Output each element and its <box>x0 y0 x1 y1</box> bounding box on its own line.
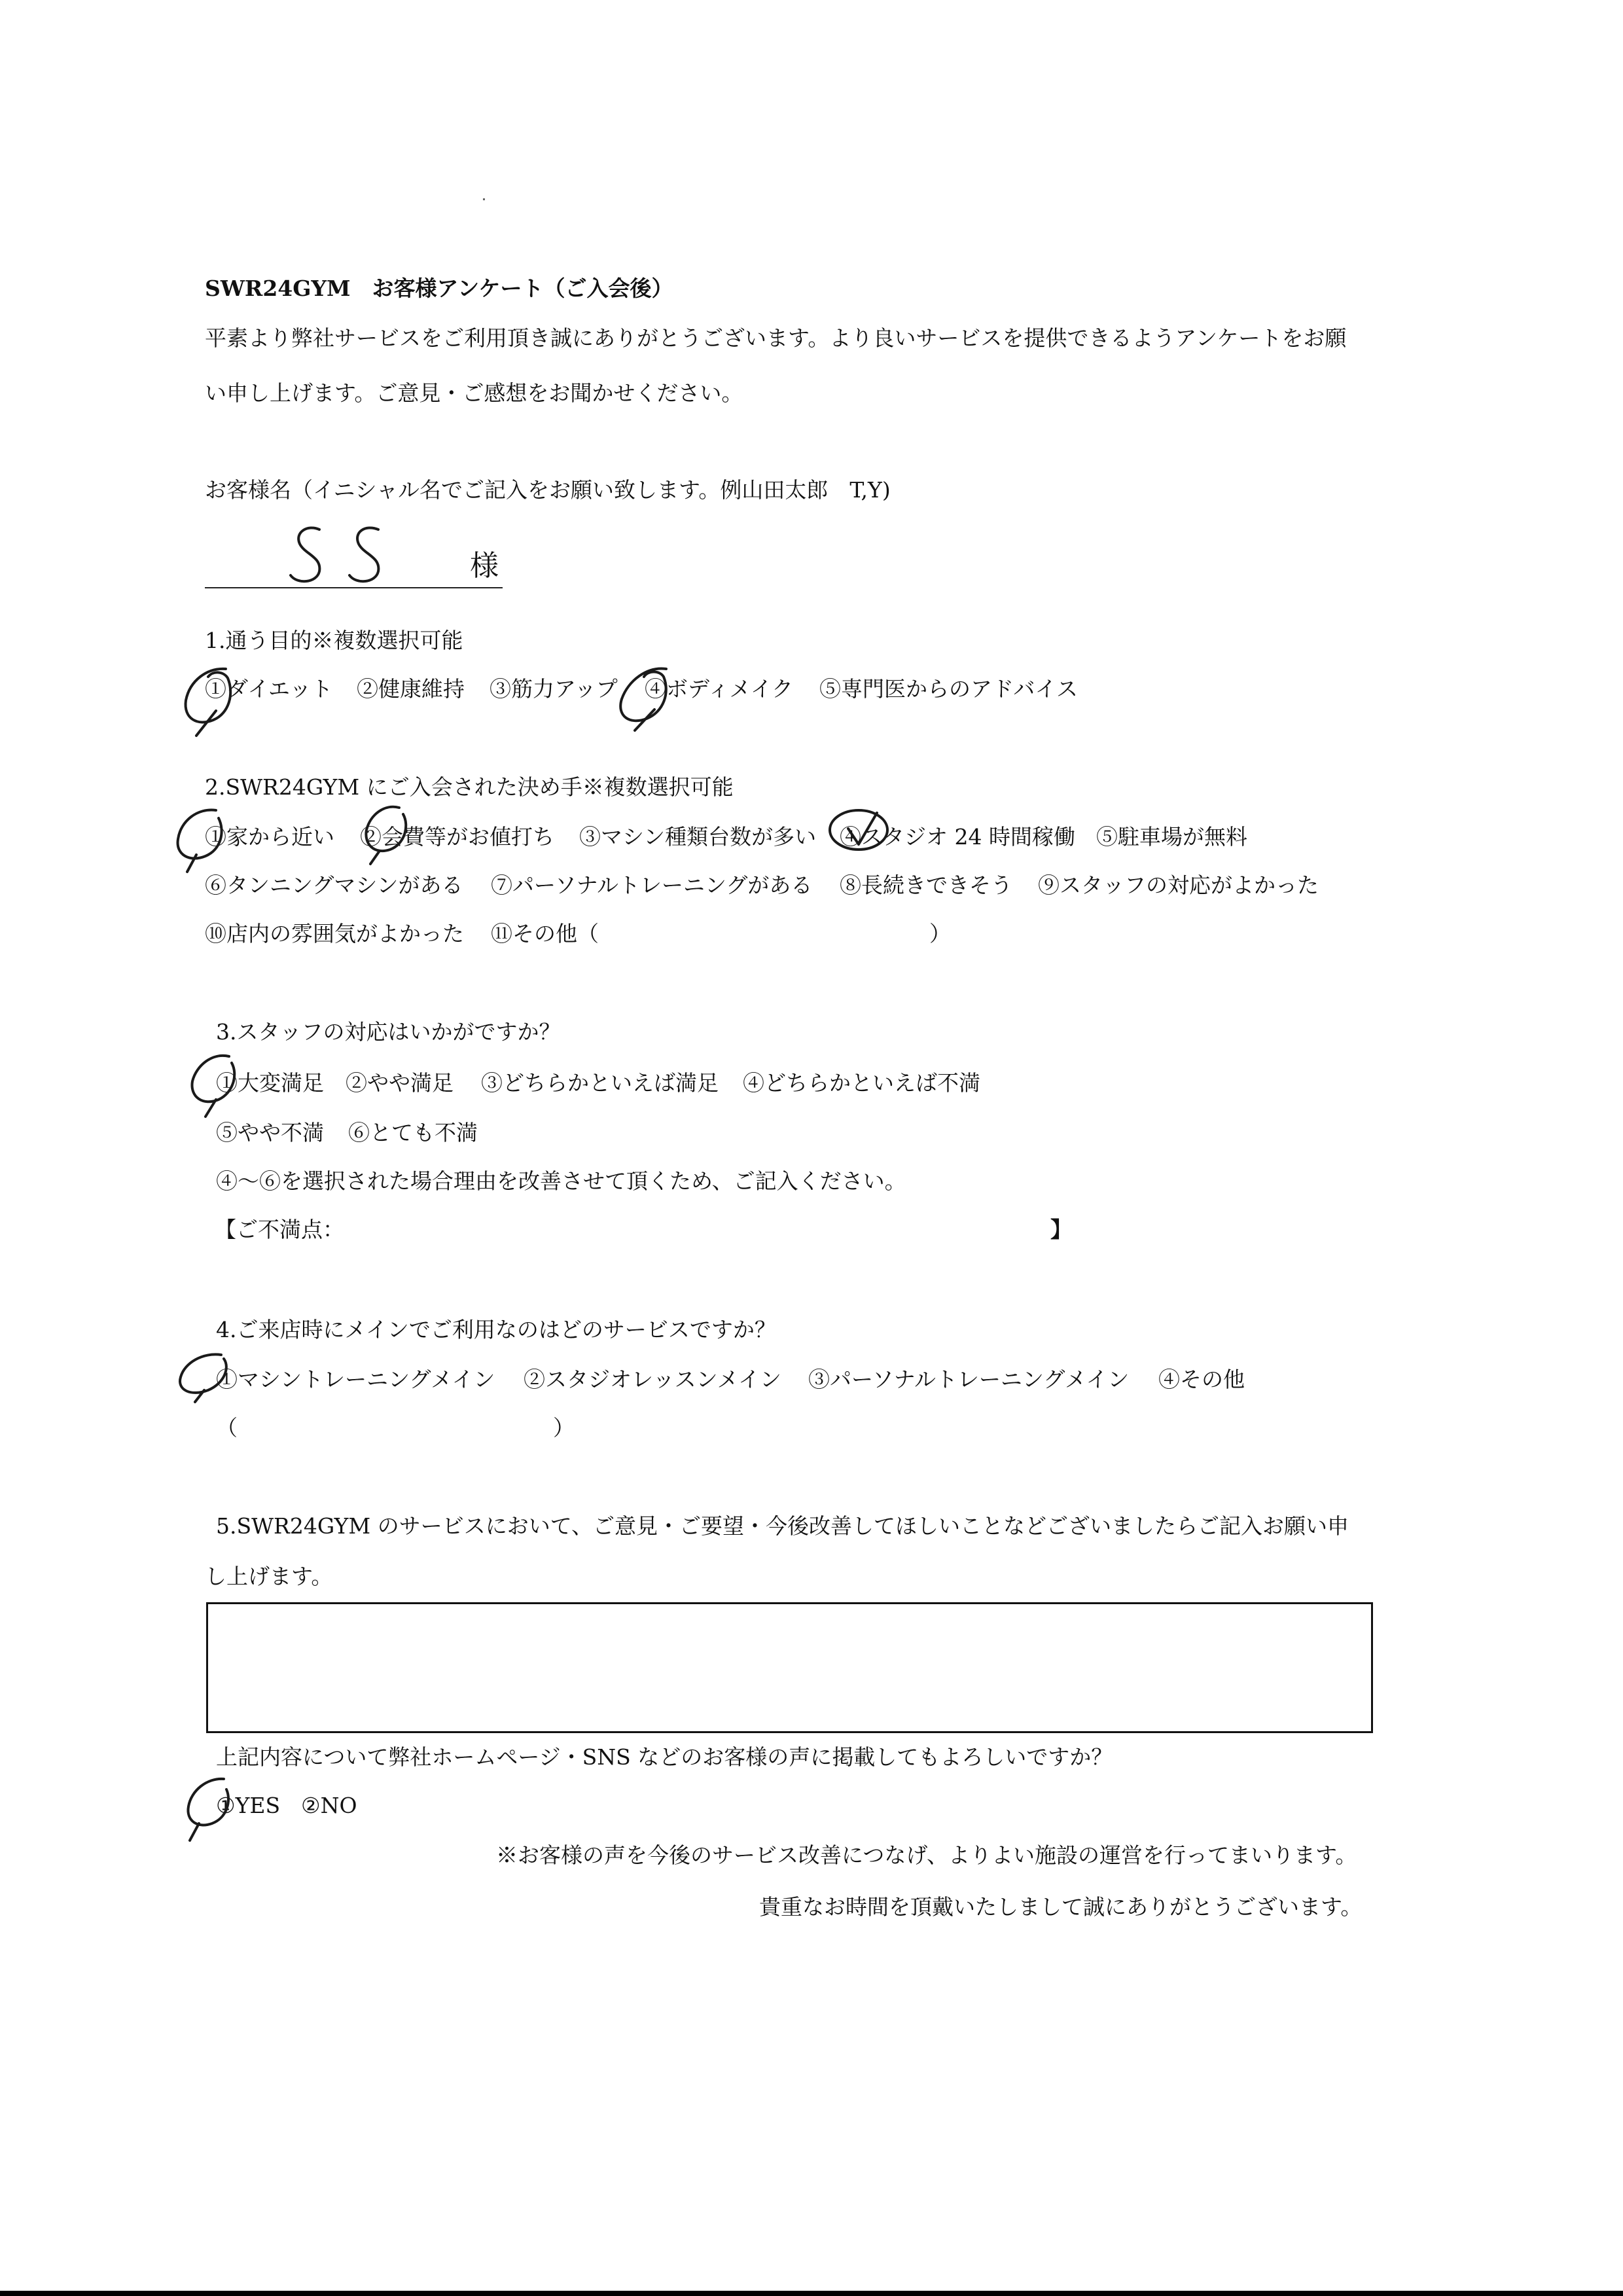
scan-bottom-edge <box>0 2291 1623 2296</box>
q5-title-line-2: し上げます。 <box>205 1564 333 1589</box>
q3-option-5[interactable]: ⑤やや不満 <box>216 1120 324 1145</box>
q2-option-5[interactable]: ⑤駐車場が無料 <box>1096 824 1247 850</box>
mark-q1-option-1 <box>186 669 231 736</box>
q3-option-4[interactable]: ④どちらかといえば不満 <box>743 1070 980 1096</box>
q2-option-7[interactable]: ⑦パーソナルトレーニングがある <box>491 872 813 898</box>
intro-line-1: 平素より弊社サービスをご利用頂き誠にありがとうございます。より良いサービスを提供できるようアンケートをお願 <box>205 325 1347 351</box>
q1-title: 1.通う目的※複数選択可能 <box>205 628 463 653</box>
q3-title: 3.スタッフの対応はいかがですか？ <box>216 1019 561 1045</box>
footer-line-1: ※お客様の声を今後のサービス改善につなげ、よりよい施設の運営を行ってまいります。 <box>496 1842 1357 1868</box>
mark-q2-option-2 <box>366 807 406 864</box>
mark-q2-option-4 <box>830 810 887 850</box>
q3-complaint-label: 【ご不満点： <box>215 1217 344 1242</box>
q2-option-9[interactable]: ⑨スタッフの対応がよかった <box>1038 872 1319 898</box>
q3-option-1[interactable]: ①大変満足 <box>216 1070 324 1096</box>
publish-option-no[interactable]: ②NO <box>301 1793 357 1818</box>
q2-other-close: ） <box>929 921 951 946</box>
q3-option-2[interactable]: ②やや満足 <box>346 1070 454 1096</box>
publish-option-yes[interactable]: ①YES <box>216 1793 281 1818</box>
scan-speck <box>483 198 485 200</box>
intro-line-2: い申し上げます。ご意見・ご感想をお聞かせください。 <box>205 380 743 406</box>
q3-option-3[interactable]: ③どちらかといえば満足 <box>481 1070 719 1096</box>
publish-question: 上記内容について弊社ホームページ・SNS などのお客様の声に掲載してもよろしいですか？ <box>216 1744 1113 1770</box>
q3-note: ④〜⑥を選択された場合理由を改善させて頂くため、ご記入ください。 <box>216 1168 906 1194</box>
q4-option-2[interactable]: ②スタジオレッスンメイン <box>524 1367 782 1392</box>
q1-option-4[interactable]: ④ボディメイク <box>645 676 794 702</box>
q3-option-6[interactable]: ⑥とても不満 <box>348 1120 478 1145</box>
q4-option-1[interactable]: ①マシントレーニングメイン <box>216 1367 495 1392</box>
q4-option-3[interactable]: ③パーソナルトレーニングメイン <box>808 1367 1130 1392</box>
q2-option-1[interactable]: ①家から近い <box>205 824 334 850</box>
customer-name-label: お客様名（イニシャル名でご記入をお願い致します。例山田太郎 T,Y) <box>205 477 891 503</box>
mark-publish-yes <box>188 1779 228 1840</box>
mark-q3-option-1 <box>192 1056 234 1117</box>
q4-option-4[interactable]: ④その他 <box>1158 1367 1245 1392</box>
q3-complaint-close: 】 <box>1050 1217 1072 1242</box>
q1-option-5[interactable]: ⑤専門医からのアドバイス <box>819 676 1079 702</box>
survey-title: SWR24GYM お客様アンケート（ご入会後） <box>205 276 673 301</box>
q1-option-1[interactable]: ①ダイエット <box>205 676 333 702</box>
mark-q2-option-1 <box>178 810 222 872</box>
mark-q1-option-4 <box>620 669 666 730</box>
q2-option-11[interactable]: ⑪その他（ <box>491 921 599 946</box>
q5-title-line-1: 5.SWR24GYM のサービスにおいて、ご意見・ご要望・今後改善してほしいことなどございましたらご記入お願い申 <box>216 1513 1349 1539</box>
footer-line-2: 貴重なお時間を頂戴いたしまして誠にありがとうございます。 <box>759 1894 1363 1920</box>
q2-option-4[interactable]: ④スタジオ 24 時間稼働 <box>840 824 1075 850</box>
q1-option-3[interactable]: ③筋力アップ <box>490 676 618 702</box>
q2-option-10[interactable]: ⑩店内の雰囲気がよかった <box>205 921 464 946</box>
q4-paren-close: ） <box>553 1415 575 1441</box>
q2-option-3[interactable]: ③マシン種類台数が多い <box>579 824 817 850</box>
q2-option-6[interactable]: ⑥タンニングマシンがある <box>205 872 463 898</box>
q4-paren-open: （ <box>216 1415 238 1441</box>
q2-option-8[interactable]: ⑧長続きできそう <box>840 872 1012 898</box>
mark-q4-option-1 <box>180 1354 226 1402</box>
q2-option-2[interactable]: ②会費等がお値打ち <box>360 824 554 850</box>
name-suffix: 様 <box>470 549 499 583</box>
q2-title: 2.SWR24GYM にご入会された決め手※複数選択可能 <box>205 774 734 800</box>
q1-option-2[interactable]: ②健康維持 <box>357 676 465 702</box>
q4-title: 4.ご来店時にメインでご利用なのはどのサービスですか？ <box>216 1317 776 1342</box>
